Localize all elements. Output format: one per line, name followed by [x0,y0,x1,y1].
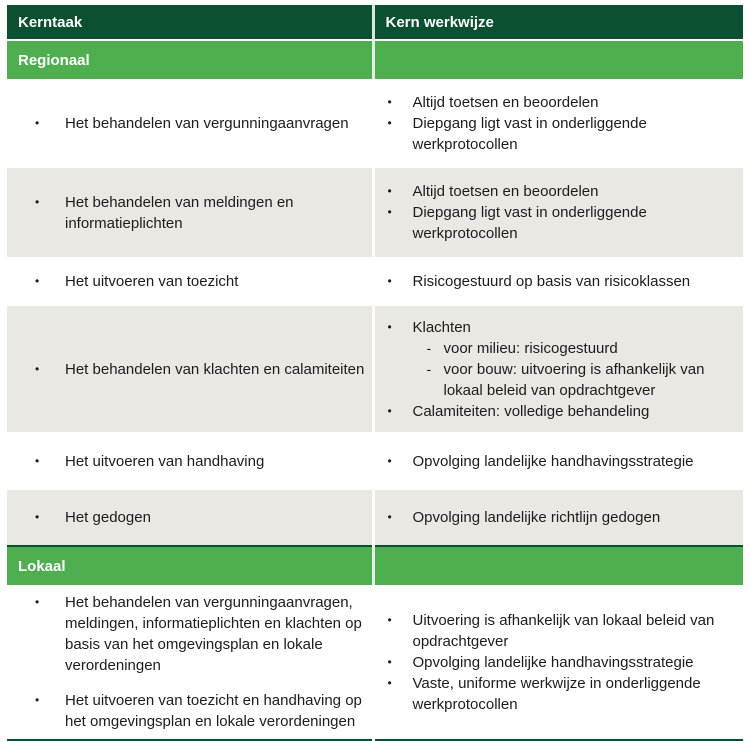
bullet-icon: • [35,453,40,468]
bullet-list [7,451,372,472]
bullet-icon: • [387,453,392,468]
werkwijze-cell [373,490,743,546]
column-header-kerntaak: Kerntaak [7,5,373,40]
bullet-text: Altijd toetsen en beoordelen [412,94,599,111]
bullet-text: Diepgang ligt vast in onderliggende werkprotocollen [412,204,647,242]
bullet-text: Het behandelen van klachten en calamiteiten [65,360,365,378]
table-row [7,257,743,306]
bullet-text: Het uitvoeren van toezicht [65,273,239,290]
bullet-icon: • [387,403,392,418]
kerntaak-cell [7,490,373,546]
bullet-text: Opvolging landelijke handhavingsstrategie [412,452,694,470]
bullet-item [375,451,744,472]
bullet-item [375,673,744,715]
section-row-regionaal [7,40,743,79]
bullet-icon: • [35,510,40,524]
werkwijze-cell [373,168,743,257]
bullet-list [7,192,372,234]
bullet-text: Opvolging landelijke handhavingsstrategie [412,653,694,671]
table-row [7,585,743,740]
bullet-item [7,359,372,380]
bullet-list [7,592,372,732]
bullet-text: Klachten [412,318,471,336]
bullet-text: Het behandelen van vergunningaanvragen [65,115,349,132]
table-row [7,306,743,432]
bullet-icon: • [35,194,40,209]
bullet-body [413,317,738,401]
dash-icon: - [426,360,432,377]
section-row-spacer [373,40,743,79]
dash-icon: - [426,339,432,356]
bullet-item [7,192,372,234]
bullet-icon: • [387,184,392,198]
bullet-text: Het gedogen [65,509,151,526]
bullet-text: Altijd toetsen en beoordelen [412,183,599,200]
bullet-item [375,507,744,528]
table-row [7,490,743,546]
bullet-text: Het uitvoeren van handhaving [65,452,265,470]
werkwijze-cell [373,79,743,168]
bullet-text: Vaste, uniforme werkwijze in onderliggende werkprotocollen [412,674,701,713]
table-row [7,79,743,168]
bullet-list [375,610,744,715]
bullet-item [7,690,372,732]
sub-item-text: voor milieu: risicogestuurd [443,339,618,357]
sub-item-text: voor bouw: uitvoering is afhankelijk van lokaal beleid van opdrachtgever [443,360,705,399]
bullet-text: Uitvoering is afhankelijk van lokaal beleid van opdrachtgever [412,611,715,650]
section-title-regionaal: Regionaal [7,40,373,79]
bullet-icon: • [387,95,392,109]
kerntaak-cell [7,585,373,740]
column-header-kern-werkwijze: Kern werkwijze [373,5,743,40]
bullet-item [7,113,372,134]
bullet-icon: • [387,612,392,627]
bullet-icon: • [35,595,40,609]
werkwijze-cell [373,306,743,432]
bullet-list [375,317,744,422]
bullet-list [375,451,744,472]
bullet-list [7,271,372,292]
bullet-list [375,181,744,244]
bullet-icon: • [35,274,40,288]
section-row-lokaal [7,546,743,585]
kerntaak-cell [7,257,373,306]
bullet-text: Opvolging landelijke richtlijn gedogen [412,509,661,526]
bullet-list [375,271,744,292]
bullet-item [7,271,372,292]
bullet-icon: • [387,675,392,690]
kerntaak-cell [7,306,373,432]
bullet-text: Risicogestuurd op basis van risicoklassen [412,273,691,290]
bullet-list [7,507,372,528]
bullet-item [375,271,744,292]
kerntaak-cell [7,432,373,490]
bullet-icon: • [35,116,40,130]
bullet-text: Het behandelen van meldingen en informatieplichten [65,193,294,232]
kerntaak-cell [7,168,373,257]
bullet-icon: • [387,274,392,288]
werkwijze-cell [373,432,743,490]
bullet-list [375,507,744,528]
bullet-list [7,113,372,134]
bullet-item [375,202,744,244]
werkwijze-cell [373,257,743,306]
bullet-item [7,507,372,528]
bullet-text: Calamiteiten: volledige behandeling [412,402,650,420]
bullet-item [375,610,744,652]
bullet-item [375,92,744,113]
bullet-icon: • [387,654,392,669]
bullet-icon: • [35,361,40,376]
sub-item [413,338,738,359]
section-row-spacer [373,546,743,585]
bullet-icon: • [387,116,392,130]
bullet-item [375,317,744,401]
bullet-icon: • [387,205,392,219]
kerntaken-table [7,5,743,741]
bullet-icon: • [387,319,392,334]
sub-list [413,338,738,401]
table-row [7,432,743,490]
bullet-text: Het uitvoeren van toezicht en handhaving op het omgevingsplan en lokale verordeningen [65,692,362,730]
bullet-item [7,451,372,472]
table-row [7,168,743,257]
bullet-item [375,113,744,155]
kerntaak-cell [7,79,373,168]
bullet-list [375,92,744,155]
bullet-item [375,652,744,673]
werkwijze-cell [373,585,743,740]
bullet-item [7,592,372,676]
bullet-icon: • [387,510,392,524]
bullet-item [375,181,744,202]
table-header-row [7,5,743,40]
sub-item [413,359,738,401]
section-title-lokaal: Lokaal [7,546,373,585]
bullet-text: Diepgang ligt vast in onderliggende werkprotocollen [412,115,647,153]
bullet-text: Het behandelen van vergunningaanvragen, meldingen, informatieplichten en klachten op basis van het omgevingsplan en lokale verordeningen [65,594,362,674]
bullet-list [7,359,372,380]
bullet-item [375,401,744,422]
bullet-icon: • [35,693,40,707]
